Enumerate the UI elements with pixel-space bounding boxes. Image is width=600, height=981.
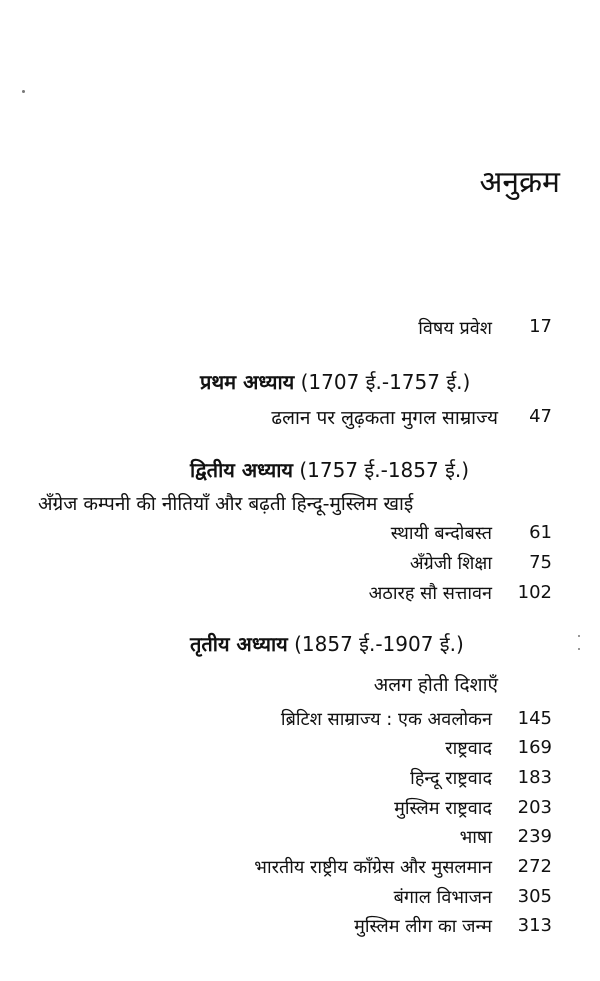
- page-title: अनुक्रम: [479, 165, 560, 200]
- chapter-title: तृतीय अध्याय: [190, 632, 288, 656]
- toc-entry: भाषा: [459, 827, 492, 848]
- toc-page: 145: [517, 708, 552, 729]
- toc-page: 75: [529, 552, 552, 573]
- toc-entry: बंगाल विभाजन: [393, 887, 492, 908]
- toc-entry: हिन्दू राष्ट्रवाद: [410, 768, 492, 789]
- chapter-subtitle: ढलान पर लुढ़कता मुगल साम्राज्य: [271, 407, 498, 429]
- chapter-heading: [190, 456, 469, 483]
- chapter-title: प्रथम अध्याय: [200, 370, 295, 394]
- toc-page: 183: [517, 767, 552, 788]
- toc-entry: अँग्रेजी शिक्षा: [409, 553, 492, 574]
- scan-speck: [22, 90, 25, 93]
- toc-page: 203: [517, 797, 552, 818]
- toc-entry: ब्रिटिश साम्राज्य : एक अवलोकन: [280, 709, 492, 730]
- toc-entry: भारतीय राष्ट्रीय काँग्रेस और मुसलमान: [254, 857, 492, 878]
- toc-entry: राष्ट्रवाद: [445, 738, 492, 759]
- toc-page: 272: [517, 856, 552, 877]
- scan-speck: [578, 648, 580, 650]
- chapter-dates: (1857 ई.-1907 ई.): [294, 632, 464, 656]
- toc-page: 169: [517, 737, 552, 758]
- chapter-dates: (1707 ई.-1757 ई.): [300, 370, 471, 394]
- toc-page: 239: [517, 826, 552, 847]
- toc-page: 313: [517, 915, 552, 936]
- toc-entry-intro: विषय प्रवेश: [418, 318, 492, 339]
- toc-page: 305: [517, 886, 552, 907]
- toc-entry: अठारह सौ सत्तावन: [368, 583, 492, 604]
- toc-page: 61: [529, 522, 552, 543]
- chapter-dates: (1757 ई.-1857 ई.): [299, 458, 470, 482]
- toc-page: 47: [529, 406, 552, 427]
- toc-entry: मुस्लिम राष्ट्रवाद: [394, 798, 492, 819]
- chapter-subtitle: अलग होती दिशाएँ: [373, 674, 498, 696]
- scan-speck: [578, 635, 580, 637]
- chapter-heading: [190, 630, 464, 657]
- chapter-subtitle: अँग्रेज कम्पनी की नीतियाँ और बढ़ती हिन्दू-मुस्लिम खाई: [38, 493, 414, 515]
- toc-entry: स्थायी बन्दोबस्त: [390, 523, 492, 544]
- toc-page: 102: [517, 582, 552, 603]
- toc-page-intro: 17: [529, 316, 552, 337]
- toc-entry: मुस्लिम लीग का जन्म: [354, 916, 492, 937]
- chapter-heading: [200, 368, 470, 395]
- chapter-title: द्वितीय अध्याय: [190, 458, 294, 482]
